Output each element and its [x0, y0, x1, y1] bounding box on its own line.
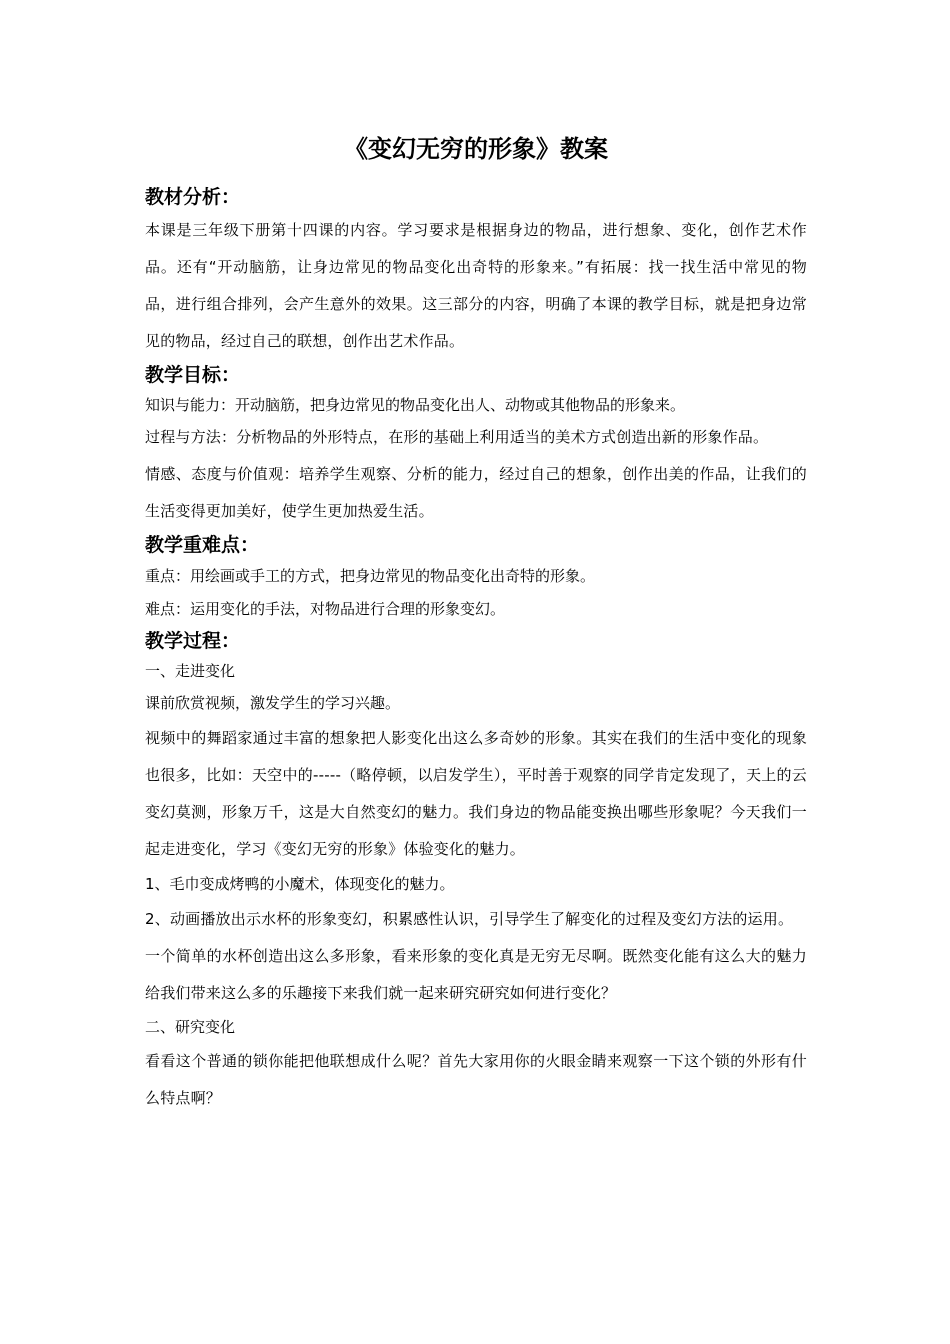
- process-video-paragraph: 视频中的舞蹈家通过丰富的想象把人影变化出这么多奇妙的形象。其实在我们的生活中变化的现象也很多，比如：天空中的-----（略停顿，以启发学生），平时善于观察的同学肯定发现了，天上的云变幻莫测，形象万千，这是大自然变幻的魅力。我们身边的物品能变换出哪些形象呢？今天我们一起走进变化，学习《变幻无穷的形象》体验变化的魅力。: [145, 729, 807, 858]
- document-page: [145, 130, 807, 1117]
- section-heading-teaching-goals: 教学目标：: [145, 364, 241, 386]
- goal-attitude-paragraph: 情感、态度与价值观：培养学生观察、分析的能力，经过自己的想象，创作出美的作品，让我们的生活变得更加美好，使学生更加热爱生活。: [145, 465, 807, 520]
- process-step-2-title: 二、研究变化: [145, 1018, 236, 1036]
- section-heading-key-difficult-points: 教学重难点：: [145, 534, 260, 556]
- process-summary-paragraph: 一个简单的水杯创造出这么多形象，看来形象的变化真是无穷无尽啊。既然变化能有这么大的魅力给我们带来这么多的乐趣接下来我们就一起来研究研究如何进行变化？: [145, 947, 807, 1002]
- section-heading-material-analysis: 教材分析：: [145, 186, 241, 208]
- process-step-1-title: 一、走进变化: [145, 662, 236, 680]
- goal-process-paragraph: 过程与方法：分析物品的外形特点，在形的基础上利用适当的美术方式创造出新的形象作品。: [145, 428, 769, 446]
- process-item-2: 2、动画播放出示水杯的形象变幻，积累感性认识，引导学生了解变化的过程及变幻方法的运用。: [145, 910, 794, 928]
- process-item-1: 1、毛巾变成烤鸭的小魔术，体现变化的魅力。: [145, 875, 455, 893]
- section-heading-teaching-process: 教学过程：: [145, 630, 241, 652]
- material-analysis-paragraph: 本课是三年级下册第十四课的内容。学习要求是根据身边的物品，进行想象、变化，创作艺术作品。还有“开动脑筋，让身边常见的物品变化出奇特的形象来。”有拓展：找一找生活中常见的物品，进行组合排列，会产生意外的效果。这三部分的内容，明确了本课的教学目标，就是把身边常见的物品，经过自己的联想，创作出艺术作品。: [145, 221, 807, 350]
- process-intro-paragraph: 课前欣赏视频，激发学生的学习兴趣。: [145, 694, 401, 712]
- document-title: 《变幻无穷的形象》教案: [344, 135, 608, 163]
- difficult-point-paragraph: 难点：运用变化的手法，对物品进行合理的形象变幻。: [145, 600, 506, 618]
- goal-knowledge-paragraph: 知识与能力：开动脑筋，把身边常见的物品变化出人、动物或其他物品的形象来。: [145, 396, 686, 414]
- process-lock-paragraph: 看看这个普通的锁你能把他联想成什么呢？首先大家用你的火眼金睛来观察一下这个锁的外形有什么特点啊？: [145, 1052, 807, 1107]
- key-point-paragraph: 重点：用绘画或手工的方式，把身边常见的物品变化出奇特的形象。: [145, 567, 596, 585]
